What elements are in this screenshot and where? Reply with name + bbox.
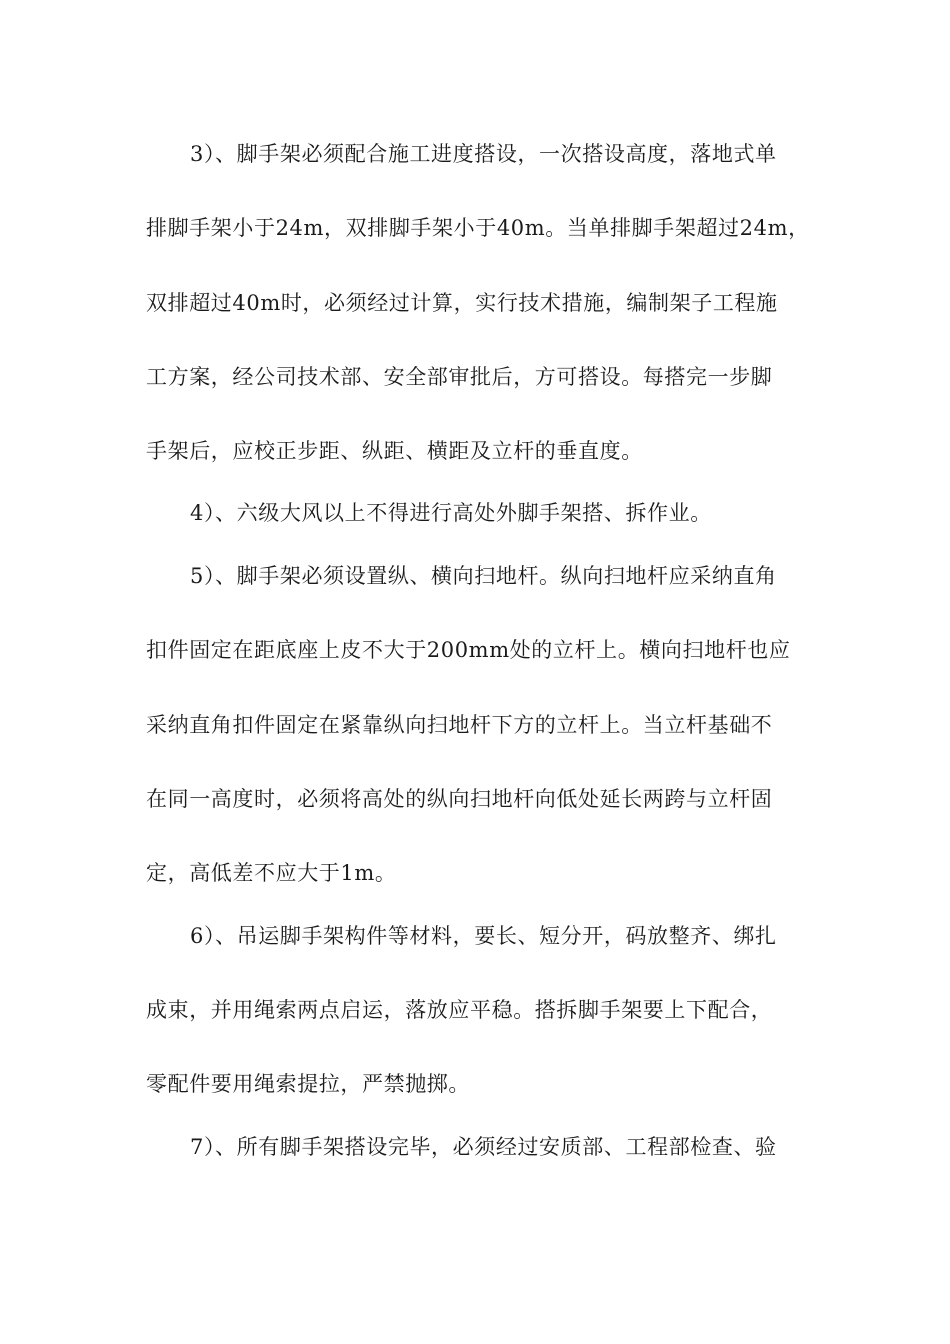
text-line (0, 916, 950, 956)
text-line (0, 1127, 950, 1167)
text-line (0, 283, 950, 323)
line-text: 扣件固定在距底座上皮不大于200mm处的立杆上。横向扫地杆也应 (146, 638, 791, 662)
text-line (0, 208, 950, 248)
text-line (0, 853, 950, 893)
text-line (0, 493, 950, 533)
line-text: 5）、脚手架必须设置纵、横向扫地杆。纵向扫地杆应采纳直角 (190, 564, 777, 588)
line-text: 双排超过40m时，必须经过计算，实行技术措施，编制架子工程施 (146, 291, 778, 315)
text-line (0, 990, 950, 1030)
line-text: 定，高低差不应大于1m。 (146, 861, 397, 885)
line-text: 工方案，经公司技术部、安全部审批后，方可搭设。每搭完一步脚 (146, 365, 773, 389)
text-line (0, 431, 950, 471)
text-line (0, 134, 950, 174)
text-line (0, 705, 950, 745)
text-line (0, 1064, 950, 1104)
line-text: 在同一高度时，必须将高处的纵向扫地杆向低处延长两跨与立杆固 (146, 787, 773, 811)
line-text: 4）、六级大风以上不得进行高处外脚手架搭、拆作业。 (190, 501, 712, 525)
text-line (0, 556, 950, 596)
text-line (0, 357, 950, 397)
line-text: 7）、所有脚手架搭设完毕，必须经过安质部、工程部检查、验 (190, 1135, 777, 1159)
line-text: 6）、吊运脚手架构件等材料，要长、短分开，码放整齐、绑扎 (190, 924, 777, 948)
line-text: 成束，并用绳索两点启运，落放应平稳。搭拆脚手架要上下配合， (146, 998, 773, 1022)
line-text: 采纳直角扣件固定在紧靠纵向扫地杆下方的立杆上。当立杆基础不 (146, 713, 773, 737)
line-text: 手架后，应校正步距、纵距、横距及立杆的垂直度。 (146, 439, 643, 463)
text-line (0, 779, 950, 819)
line-text: 零配件要用绳索提拉，严禁抛掷。 (146, 1072, 470, 1096)
line-text: 3）、脚手架必须配合施工进度搭设，一次搭设高度，落地式单 (190, 142, 777, 166)
text-line (0, 630, 950, 670)
line-text: 排脚手架小于24m，双排脚手架小于40m。当单排脚手架超过24m， (146, 216, 810, 240)
